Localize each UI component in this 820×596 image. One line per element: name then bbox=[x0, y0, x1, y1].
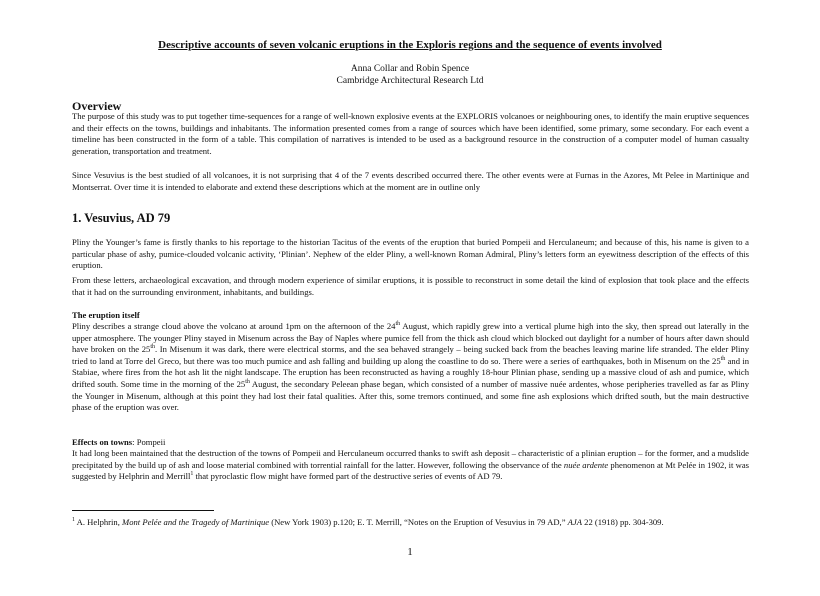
section-heading-vesuvius: 1. Vesuvius, AD 79 bbox=[72, 211, 171, 225]
document-title: Descriptive accounts of seven volcanic eruptions in the Exploris regions and the sequence of events involved bbox=[158, 39, 662, 51]
subheading-effects: Effects on towns: Pompeii bbox=[72, 437, 166, 447]
page-number: 1 bbox=[407, 546, 413, 558]
effects-paragraph: It had long been maintained that the destruction of the towns of Pompeii and Herculaneum occurred thanks to swift ash deposit – characteristic of a plinian eruption – for the former, and a mudslide precipitated by the build up of ash and loose material combined with torrential rainfall for the latter. However, following the observance of the nuée ardente phenomenon at Mt Pelée in 1902, it was suggested by Helphrin and Merrill$^1$ that pyroclastic flow might have formed part of the destructive series of events of AD 79. bbox=[72, 448, 749, 482]
subheading-eruption: The eruption itself bbox=[72, 310, 140, 320]
author-block bbox=[0, 63, 820, 87]
affiliation: Cambridge Architectural Research Ltd bbox=[336, 76, 484, 86]
overview-heading: Overview bbox=[72, 99, 122, 113]
overview-paragraph-2: Since Vesuvius is the best studied of all volcanoes, it is not surprising that 4 of the 7 events described occurred there. The other events were at Furnas in the Azores, Mt Pelee in Martinique and Montserrat. Over time it is intended to elaborate and extend these descriptions which at the moment are in outline only bbox=[72, 170, 749, 192]
vesuvius-paragraph-1: Pliny the Younger’s fame is firstly thanks to his reportage to the historian Tacitus of the events of the eruption that buried Pompeii and Herculaneum; and because of this, his name is given to a particular phase of ashy, pumice-clouded volcanic activity, ‘Plinian’. Nephew of the elder Pliny, a well-known Roman Admiral, Pliny’s letters form an eyewitness description of the effects of this eruption. bbox=[72, 237, 749, 271]
vesuvius-paragraph-2: From these letters, archaeological excavation, and through modern experience of similar eruptions, it is possible to reconstruct in some detail the kind of explosion that took place and the effects that it had on the surrounding environment, inhabitants, and buildings. bbox=[72, 275, 749, 297]
authors: Anna Collar and Robin Spence bbox=[350, 64, 470, 74]
eruption-paragraph: Pliny describes a strange cloud above the volcano at around 1pm on the afternoon of the 24th August, which rapidly grew into a vertical plume high into the sky, then spread out laterally in the upper atmosphere. The younger Pliny stayed in Misenum across the Bay of Naples where pumice fell from the thick ash cloud which blocked out daylight for a number of hours after dawn should have broken on the 25th. In Misenum it was dark, there were electrical storms, and the sea behaved strangely – being sucked back from the beaches leaving marine life stranded. The elder Pliny tried to land at Torre del Greco, but there was too much pumice and ash falling and building up along the coastline to do so. There were a series of earthquakes, both in Misenum on the 25th and in Stabiae, where fires from the hot ash lit the night landscape. The eruption has been reconstructed as having a roughly 18-hour Plinian phase, sending up a massive cloud of ash and pumice, which drifted south. Some time in the morning of the 25th August, the secondary Peleean phase began, which consisted of a number of massive nuée ardentes, whose peripheries travelled as far as Pliny the Younger in Misenum, although at this point they had lost their fatal qualities. After this, some tremors continued, and some fine ash explosions which drifted south, but the main destructive phase of the eruption was over. bbox=[72, 321, 750, 413]
footnote-reference[interactable]: 1 bbox=[190, 471, 194, 478]
footnote-divider bbox=[72, 510, 214, 511]
footnote: $^1$ A. Helphrin, Mont Pelée and the Tragedy of Martinique (New York 1903) p.120; E. T. Merrill, “Notes on the Eruption of Vesuvius in 79 AD,” AJA 22 (1918) pp. 304-309. bbox=[72, 517, 664, 527]
overview-paragraph-1: The purpose of this study was to put together time-sequences for a range of well-known explosive events at the EXPLORIS volcanoes or neighbouring ones, to identify the main eruptive sequences and their effects on the towns, buildings and inhabitants. The information presented comes from a range of sources which have been identified, some primary, some secondary. For each event a timeline has been constructed in the form of a table. This compilation of narratives is intended to be used as a background resource in the construction of a computer model of human casualty generation, transportation and treatment. bbox=[72, 111, 749, 156]
